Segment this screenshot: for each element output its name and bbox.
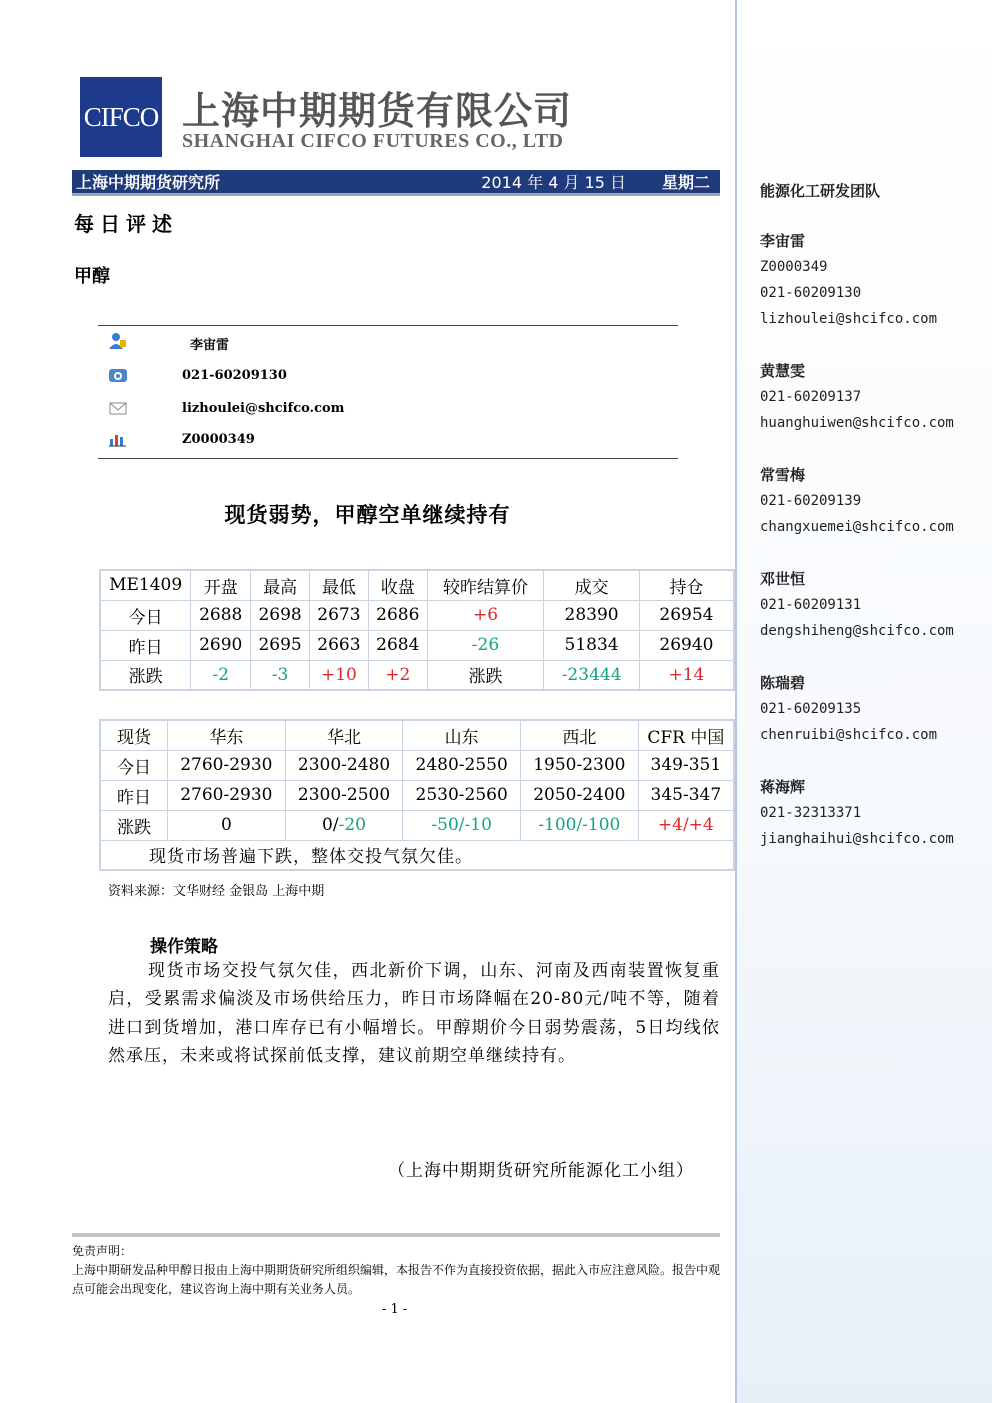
table-cell: 0 bbox=[168, 810, 286, 840]
member-email[interactable]: chenruibi@shcifco.com bbox=[760, 727, 938, 743]
table-cell: 昨日 bbox=[100, 630, 191, 660]
table-cell: -100/-100 bbox=[521, 810, 639, 840]
member-license: Z0000349 bbox=[760, 259, 828, 275]
member-phone: 021-60209130 bbox=[760, 285, 862, 301]
page-number: - 1 - bbox=[382, 1302, 408, 1317]
member-phone: 021-60209137 bbox=[760, 389, 862, 405]
table-cell: +6 bbox=[427, 600, 544, 630]
table-cell: -23444 bbox=[544, 660, 640, 690]
member-name: 常雪梅 bbox=[760, 466, 806, 484]
contact-name: 李宙雷 bbox=[190, 338, 230, 353]
contact-phone-row bbox=[98, 364, 678, 390]
cell-part: -20 bbox=[338, 815, 366, 835]
table-row bbox=[100, 630, 734, 660]
footer-divider bbox=[72, 1233, 720, 1237]
table-cell: 涨跌 bbox=[100, 660, 191, 690]
table-cell: 涨跌 bbox=[100, 810, 168, 840]
table-cell: -50/-10 bbox=[403, 810, 521, 840]
company-name-en: SHANGHAI CIFCO FUTURES CO., LTD bbox=[182, 130, 564, 152]
table-cell: 昨日 bbox=[100, 780, 168, 810]
table-header-cell: CFR 中国 bbox=[638, 720, 734, 750]
disclaimer-text: 上海中期研发品种甲醇日报由上海中期期货研究所组织编辑，本报告不作为直接投资依据，据此入市应注意风险。报告中观点可能会出现变化，建议咨询上海中期有关业务人员。 bbox=[72, 1263, 721, 1296]
member-name: 陈瑞碧 bbox=[760, 674, 806, 692]
table-header-row bbox=[100, 720, 734, 750]
person-icon bbox=[108, 332, 128, 350]
report-date: 2014 年 4 月 15 日 bbox=[481, 173, 626, 192]
table-row bbox=[100, 600, 734, 630]
member-email[interactable]: dengshiheng@shcifco.com bbox=[760, 623, 954, 639]
table-cell: 2300-2480 bbox=[285, 750, 403, 780]
table-header-cell: 持仓 bbox=[639, 570, 734, 600]
data-source: 资料来源：文华财经 金银岛 上海中期 bbox=[108, 884, 325, 899]
table-header-cell: 华东 bbox=[168, 720, 286, 750]
table-header-cell: 最高 bbox=[251, 570, 310, 600]
member-phone: 021-32313371 bbox=[760, 805, 862, 821]
team-member bbox=[760, 462, 954, 540]
table-cell: 2050-2400 bbox=[521, 780, 639, 810]
team-title: 能源化工研发团队 bbox=[760, 182, 881, 200]
team-member bbox=[760, 358, 954, 436]
contact-license-row bbox=[98, 428, 678, 454]
disclaimer bbox=[72, 1242, 722, 1299]
table-header-cell: 收盘 bbox=[368, 570, 427, 600]
research-team-sidebar bbox=[735, 0, 992, 1403]
table-cell: +14 bbox=[639, 660, 734, 690]
contact-name-row bbox=[98, 330, 678, 356]
table-row bbox=[100, 750, 734, 780]
table-cell: 26954 bbox=[639, 600, 734, 630]
team-member bbox=[760, 228, 937, 332]
disclaimer-title: 免责声明： bbox=[72, 1244, 133, 1258]
contact-email-row bbox=[98, 397, 678, 423]
table-cell: 涨跌 bbox=[427, 660, 544, 690]
chart-icon bbox=[108, 430, 128, 448]
table-cell: -2 bbox=[191, 660, 251, 690]
table-cell: -3 bbox=[251, 660, 310, 690]
table-cell: 2688 bbox=[191, 600, 251, 630]
member-email[interactable]: jianghaihui@shcifco.com bbox=[760, 831, 954, 847]
company-logo-mark: CIFCO bbox=[80, 77, 162, 157]
team-member bbox=[760, 566, 954, 644]
table-cell: 51834 bbox=[544, 630, 640, 660]
contact-license: Z0000349 bbox=[182, 432, 255, 447]
institute-name: 上海中期期货研究所 bbox=[76, 173, 221, 192]
table-header-cell: ME1409 bbox=[100, 570, 191, 600]
report-headline: 现货弱势，甲醇空单继续持有 bbox=[224, 503, 511, 527]
envelope-icon bbox=[108, 399, 128, 417]
table-cell: -26 bbox=[427, 630, 544, 660]
contact-email[interactable]: lizhoulei@shcifco.com bbox=[182, 401, 345, 416]
table-cell: +4/+4 bbox=[638, 810, 734, 840]
strategy-title: 操作策略 bbox=[150, 937, 218, 957]
futures-table bbox=[99, 569, 735, 691]
table-note-row bbox=[100, 840, 734, 870]
table-cell: 今日 bbox=[100, 600, 191, 630]
table-cell: 2530-2560 bbox=[403, 780, 521, 810]
company-name-cn: 上海中期期货有限公司 bbox=[182, 89, 573, 133]
table-header-row bbox=[100, 570, 734, 600]
member-name: 蒋海辉 bbox=[760, 778, 806, 796]
table-cell: 2760-2930 bbox=[168, 780, 286, 810]
table-cell: 2300-2500 bbox=[285, 780, 403, 810]
table-header-cell: 华北 bbox=[285, 720, 403, 750]
member-phone: 021-60209135 bbox=[760, 701, 862, 717]
report-signature: （上海中期期货研究所能源化工小组） bbox=[388, 1161, 694, 1181]
member-phone: 021-60209139 bbox=[760, 493, 862, 509]
table-row bbox=[100, 810, 734, 840]
section-title: 每日评述 bbox=[74, 212, 178, 236]
table-cell: 349-351 bbox=[638, 750, 734, 780]
member-phone: 021-60209131 bbox=[760, 597, 862, 613]
strategy-body: 现货市场交投气氛欠佳，西北新价下调，山东、河南及西南装置恢复重启，受累需求偏淡及市场供给压力，昨日市场降幅在20-80元/吨不等，随着进口到货增加，港口库存已有小幅增长。甲醇期价今日弱势震荡，5日均线依然承压，未来或将试探前低支撑，建议前期空单继续持有。 bbox=[108, 961, 720, 1066]
table-cell: 28390 bbox=[544, 600, 640, 630]
table-header-cell: 现货 bbox=[100, 720, 168, 750]
member-email[interactable]: changxuemei@shcifco.com bbox=[760, 519, 954, 535]
table-cell: 2663 bbox=[310, 630, 369, 660]
table-header-cell: 较昨结算价 bbox=[427, 570, 544, 600]
table-header-cell: 最低 bbox=[310, 570, 369, 600]
table-cell: 26940 bbox=[639, 630, 734, 660]
table-header-cell: 西北 bbox=[521, 720, 639, 750]
table-cell: 2690 bbox=[191, 630, 251, 660]
member-name: 邓世恒 bbox=[760, 570, 806, 588]
member-email[interactable]: huanghuiwen@shcifco.com bbox=[760, 415, 954, 431]
member-name: 李宙雷 bbox=[760, 232, 806, 250]
table-cell: 2480-2550 bbox=[403, 750, 521, 780]
table-cell: 2686 bbox=[368, 600, 427, 630]
table-row bbox=[100, 660, 734, 690]
table-cell bbox=[285, 810, 403, 840]
table-header-cell: 山东 bbox=[403, 720, 521, 750]
table-cell: 2760-2930 bbox=[168, 750, 286, 780]
table-cell: +10 bbox=[310, 660, 369, 690]
table-header-cell: 成交 bbox=[544, 570, 640, 600]
table-cell: 2684 bbox=[368, 630, 427, 660]
cell-part: 0/ bbox=[322, 815, 339, 835]
table-cell: 2695 bbox=[251, 630, 310, 660]
report-weekday: 星期二 bbox=[661, 173, 710, 192]
table-cell: +2 bbox=[368, 660, 427, 690]
member-email[interactable]: lizhoulei@shcifco.com bbox=[760, 311, 938, 327]
table-cell: 2673 bbox=[310, 600, 369, 630]
contact-phone: 021-60209130 bbox=[182, 368, 287, 383]
report-header-bar bbox=[72, 170, 720, 196]
table-cell: 今日 bbox=[100, 750, 168, 780]
product-title: 甲醇 bbox=[74, 266, 110, 287]
team-member bbox=[760, 670, 937, 748]
table-cell: 1950-2300 bbox=[521, 750, 639, 780]
table-cell: 2698 bbox=[251, 600, 310, 630]
team-member bbox=[760, 774, 954, 852]
table-row bbox=[100, 780, 734, 810]
member-name: 黄慧雯 bbox=[760, 362, 806, 380]
table-cell: 345-347 bbox=[638, 780, 734, 810]
spot-table bbox=[99, 719, 735, 871]
spot-note: 现货市场普遍下跌，整体交投气氛欠佳。 bbox=[100, 840, 734, 870]
phone-icon bbox=[108, 366, 128, 384]
table-header-cell: 开盘 bbox=[191, 570, 251, 600]
analyst-contact bbox=[98, 325, 678, 459]
